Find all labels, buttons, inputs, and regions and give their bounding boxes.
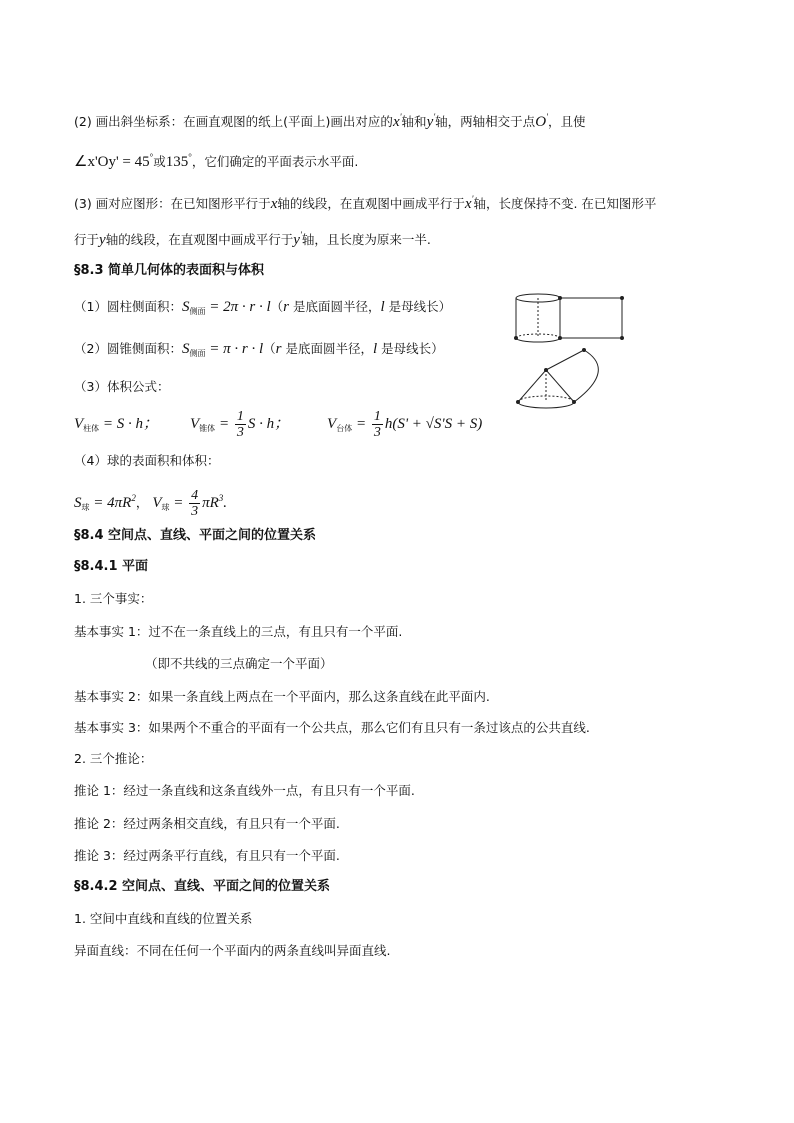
cone-volume: $V_{锥体}$ = $\frac{1}{3}$ S · h； — [190, 409, 290, 441]
facts-title: 1. 三个事实： — [74, 591, 153, 606]
volume-formula-label: （3）体积公式： — [74, 379, 170, 394]
text: （ — [263, 341, 276, 356]
fact-2: 基本事实 2：如果一条直线上两点在一个平面内，那么这条直线在此平面内. — [74, 689, 490, 704]
text: 是底面圆半径， — [281, 341, 373, 356]
text: 是母线长） — [377, 341, 444, 356]
oblique-step2-line1 — [74, 108, 585, 131]
sphere-area: $S_球 = 4\pi R^2$ — [74, 493, 136, 512]
text: 轴，长度保持不变. 在已知图形平 — [473, 196, 657, 211]
y-prime-symbol: y' — [293, 230, 302, 248]
point-o-symbol: O' — [535, 112, 548, 130]
text: (2) 画出斜坐标系：在画直观图的纸上(平面上)画出对应的 — [74, 114, 393, 129]
section-8-3-heading: §8.3 简单几何体的表面积与体积 — [74, 263, 265, 278]
formula: $S_{侧面} = \pi \cdot r \cdot l$ — [181, 341, 264, 358]
oblique-step2-line2 — [74, 148, 358, 171]
r-symbol: r — [275, 341, 282, 357]
frustum-volume: $V_{台体}$ = $\frac{1}{3}$ h(S' + √S'S + S) — [327, 409, 483, 441]
cylinder-unfold-figure — [515, 294, 624, 342]
skew-lines-definition: 异面直线：不同在任何一个平面内的两条直线叫异面直线. — [74, 943, 391, 958]
r-symbol: r — [283, 299, 289, 315]
volume-formulas — [74, 408, 482, 445]
l-symbol: l — [380, 299, 385, 315]
section-8-4-heading: §8.4 空间点、直线、平面之间的位置关系 — [74, 528, 317, 543]
geometry-figures — [512, 290, 642, 420]
fact-1: 基本事实 1：过不在一条直线上的三点，有且只有一个平面. — [74, 624, 403, 639]
cylinder-lateral-area — [74, 298, 451, 321]
cone-unfold-figure — [517, 349, 599, 409]
text: 轴的线段，在直观图中画成平行于 — [277, 196, 465, 211]
relation-title: 1. 空间中直线和直线的位置关系 — [74, 911, 253, 926]
x-prime-symbol: x' — [464, 194, 474, 212]
section-8-4-2-heading: §8.4.2 空间点、直线、平面之间的位置关系 — [74, 879, 331, 894]
text: 轴的线段，在直观图中画成平行于 — [105, 232, 294, 247]
text: ，它们确定的平面表示水平面. — [191, 154, 359, 169]
prism-volume: $V_{柱体} = S \cdot h$； — [74, 416, 159, 433]
text: 轴，两轴相交于点 — [435, 114, 536, 129]
inference-1: 推论 1：经过一条直线和这条直线外一点，有且只有一个平面. — [74, 783, 415, 798]
x-symbol: x — [270, 196, 278, 212]
y-axis-symbol: y' — [426, 112, 436, 130]
fact-1-note: （即不共线的三点确定一个平面） — [145, 656, 333, 671]
sphere-label: （4）球的表面积和体积： — [74, 453, 220, 468]
formula: $S_{侧面} = 2\pi \cdot r \cdot l$ — [181, 299, 271, 316]
text: （2）圆锥侧面积： — [74, 341, 182, 356]
sphere-volume: $V_球$ = $\frac{4}{3}$ $\pi R^3$. — [152, 488, 228, 520]
text: ，且使 — [547, 114, 586, 129]
text: 是底面圆半径， — [288, 299, 381, 314]
section-8-4-1-heading: §8.4.1 平面 — [74, 559, 149, 574]
oblique-step3-line1 — [74, 190, 656, 213]
inferences-title: 2. 三个推论： — [74, 751, 153, 766]
angle-formula: ∠x'Oy' = 45°或135° — [74, 152, 192, 170]
x-axis-symbol: x' — [392, 112, 402, 130]
text: （1）圆柱侧面积： — [74, 299, 182, 314]
cone-lateral-area — [74, 340, 444, 363]
text: 行于 — [74, 232, 100, 247]
text: 是母线长） — [384, 299, 452, 314]
text: 轴，且长度为原来一半. — [301, 232, 431, 247]
text: （ — [270, 299, 284, 314]
oblique-step3-line2 — [74, 226, 431, 249]
sphere-formulas: $S_球 = 4\pi R^2$， $V_球$ = $\frac{4}{3}$ $\pi R^3$. — [74, 488, 228, 520]
text: (3) 画对应图形：在已知图形平行于 — [74, 196, 271, 211]
inference-2: 推论 2：经过两条相交直线，有且只有一个平面. — [74, 816, 340, 831]
text: 轴和 — [401, 114, 427, 129]
fact-3: 基本事实 3：如果两个不重合的平面有一个公共点，那么它们有且只有一条过该点的公共直线. — [74, 720, 590, 735]
y-symbol: y — [99, 232, 106, 248]
inference-3: 推论 3：经过两条平行直线，有且只有一个平面. — [74, 848, 340, 863]
l-symbol: l — [372, 341, 378, 357]
